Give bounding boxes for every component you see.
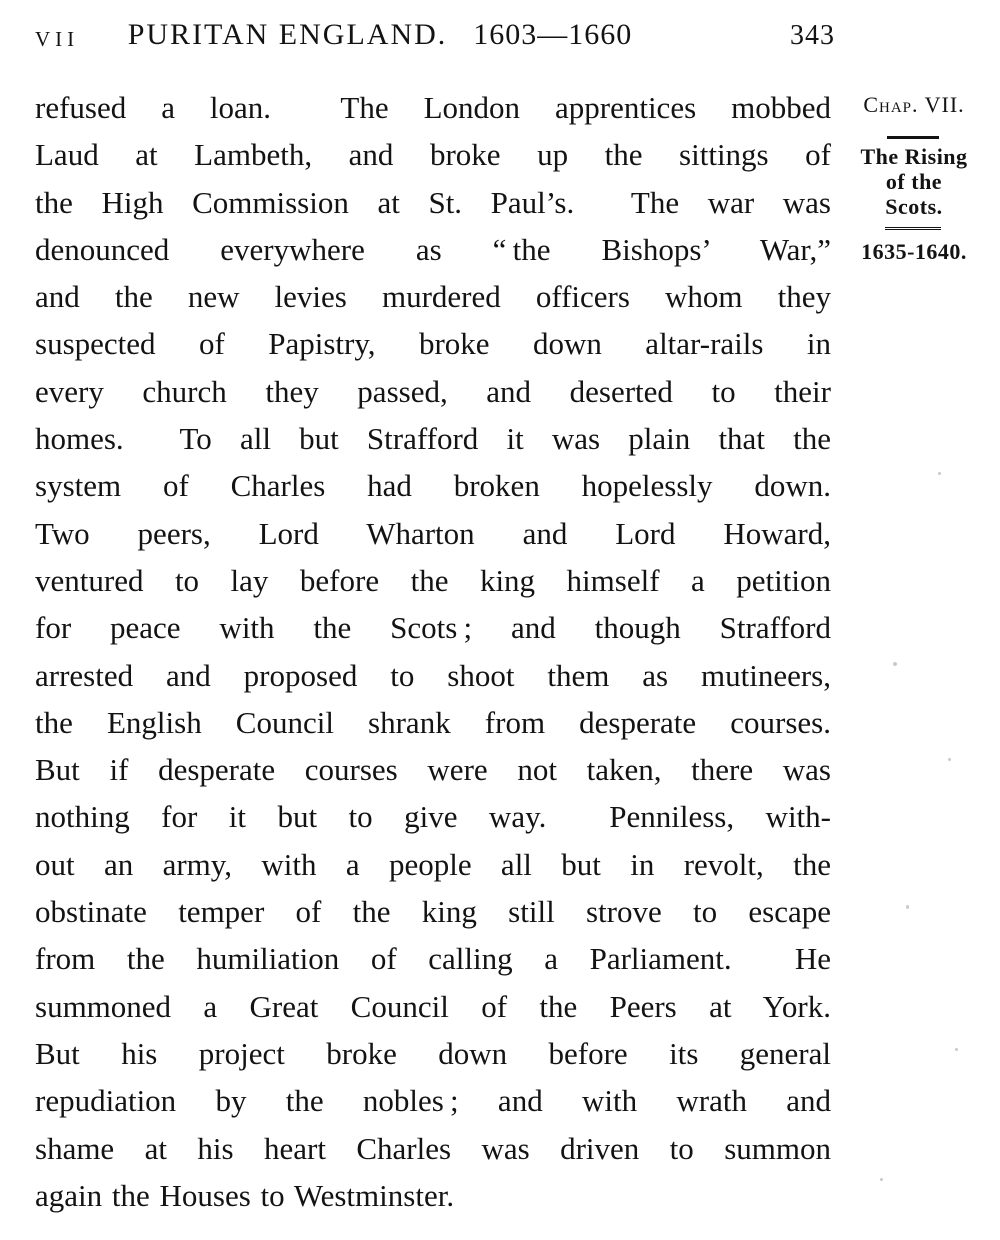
text-line: from the humiliation of calling a Parliament. He [35, 941, 831, 977]
scan-speck [955, 1048, 958, 1051]
running-title-text: PURITAN ENGLAND. [127, 18, 448, 51]
text-line: and the new levies murdered officers whom they [35, 279, 831, 315]
text-line: arrested and proposed to shoot them as mutineers, [35, 657, 831, 693]
scan-speck [938, 472, 941, 475]
body-text [35, 84, 831, 1219]
text-line: for peace with the Scots ; and though Strafford [35, 610, 831, 646]
margin-notes [843, 84, 985, 1234]
text-line: ventured to lay before the king himself a petition [35, 562, 831, 598]
text-line: system of Charles had broken hopelessly down. [35, 468, 831, 504]
scan-speck [948, 758, 951, 761]
margin-chapter-note: Chap. VII. [863, 92, 965, 117]
page-number: 343 [790, 20, 835, 51]
text-line: Two peers, Lord Wharton and Lord Howard, [35, 515, 831, 551]
margin-date-note: 1635-1640. [861, 239, 967, 264]
chapter-signature: VII [35, 27, 80, 51]
text-line: summoned a Great Council of the Peers at York. [35, 988, 831, 1024]
scan-speck [906, 905, 909, 909]
scan-speck [880, 1178, 883, 1181]
side-note-line: Scots. [885, 194, 943, 219]
side-note-line: The Rising [860, 144, 968, 169]
running-title-dates: 1603—1660 [473, 18, 633, 51]
text-line: obstinate temper of the king still strove to escape [35, 894, 831, 930]
text-line: But his project broke down before its general [35, 1035, 831, 1071]
text-line: shame at his heart Charles was driven to summon [35, 1130, 831, 1166]
text-line: repudiation by the nobles ; and with wrath and [35, 1083, 831, 1119]
text-line: homes. To all but Strafford it was plain that the [35, 421, 831, 457]
text-line: But if desperate courses were not taken, there was [35, 752, 831, 788]
text-line: the High Commission at St. Paul’s. The war was [35, 184, 831, 220]
scan-speck [893, 662, 897, 666]
text-line: suspected of Papistry, broke down altar-rails in [35, 326, 831, 362]
running-title [35, 18, 725, 52]
text-line: Laud at Lambeth, and broke up the sittings of [35, 137, 831, 173]
side-note-line: of the [885, 169, 943, 194]
margin-rule [885, 227, 941, 230]
text-line: again the Houses to Westminster. [35, 1177, 455, 1213]
text-line: nothing for it but to give way. Penniless, with- [35, 799, 831, 835]
text-line: out an army, with a people all but in revolt, the [35, 846, 831, 882]
text-line: every church they passed, and deserted to their [35, 373, 831, 409]
margin-rule [887, 136, 939, 139]
text-line: refused a loan. The London apprentices mobbed [35, 90, 831, 125]
text-line: denounced everywhere as “ the Bishops’ War,” [35, 231, 831, 267]
page-header [35, 18, 835, 58]
margin-side-note [843, 144, 985, 219]
text-line: the English Council shrank from desperate courses. [35, 704, 831, 740]
